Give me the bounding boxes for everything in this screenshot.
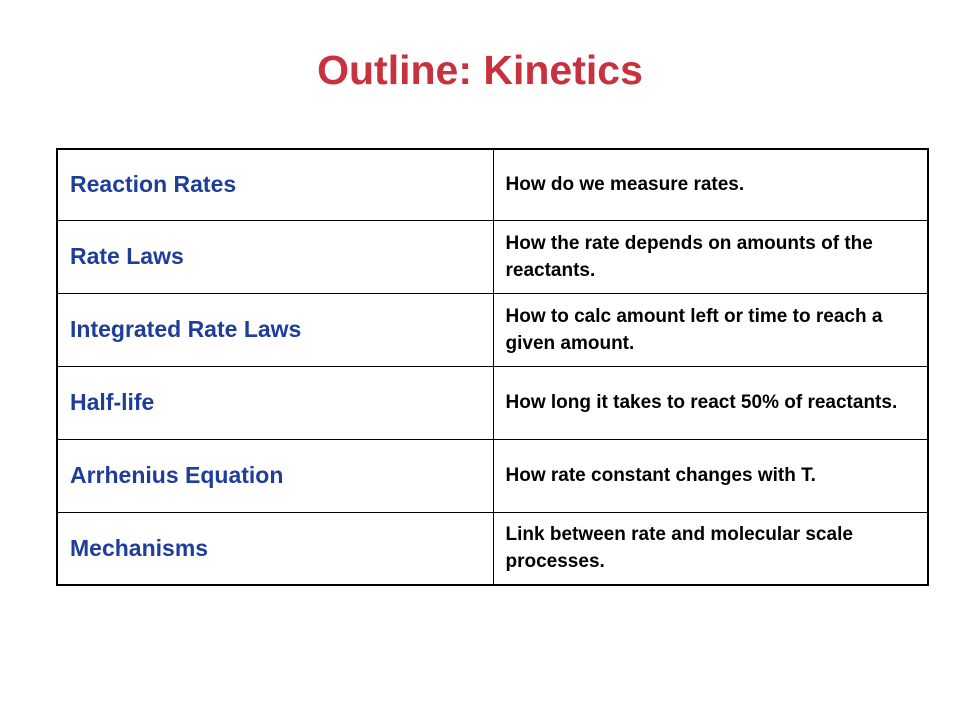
description-cell: How to calc amount left or time to reach a given amount. <box>493 293 928 366</box>
table-row <box>57 293 928 366</box>
topic-cell: Mechanisms <box>57 512 493 585</box>
topic-cell: Arrhenius Equation <box>57 439 493 512</box>
table-row <box>57 439 928 512</box>
table-row <box>57 220 928 293</box>
description-cell: Link between rate and molecular scale processes. <box>493 512 928 585</box>
topic-cell: Rate Laws <box>57 220 493 293</box>
outline-table <box>56 148 929 586</box>
table-row <box>57 149 928 220</box>
description-cell: How rate constant changes with T. <box>493 439 928 512</box>
topic-cell: Reaction Rates <box>57 149 493 220</box>
description-cell: How the rate depends on amounts of the reactants. <box>493 220 928 293</box>
topic-cell: Half-life <box>57 366 493 439</box>
table-row <box>57 512 928 585</box>
description-cell: How long it takes to react 50% of reactants. <box>493 366 928 439</box>
slide-title: Outline: Kinetics <box>317 47 643 93</box>
topic-cell: Integrated Rate Laws <box>57 293 493 366</box>
table-row <box>57 366 928 439</box>
description-cell: How do we measure rates. <box>493 149 928 220</box>
